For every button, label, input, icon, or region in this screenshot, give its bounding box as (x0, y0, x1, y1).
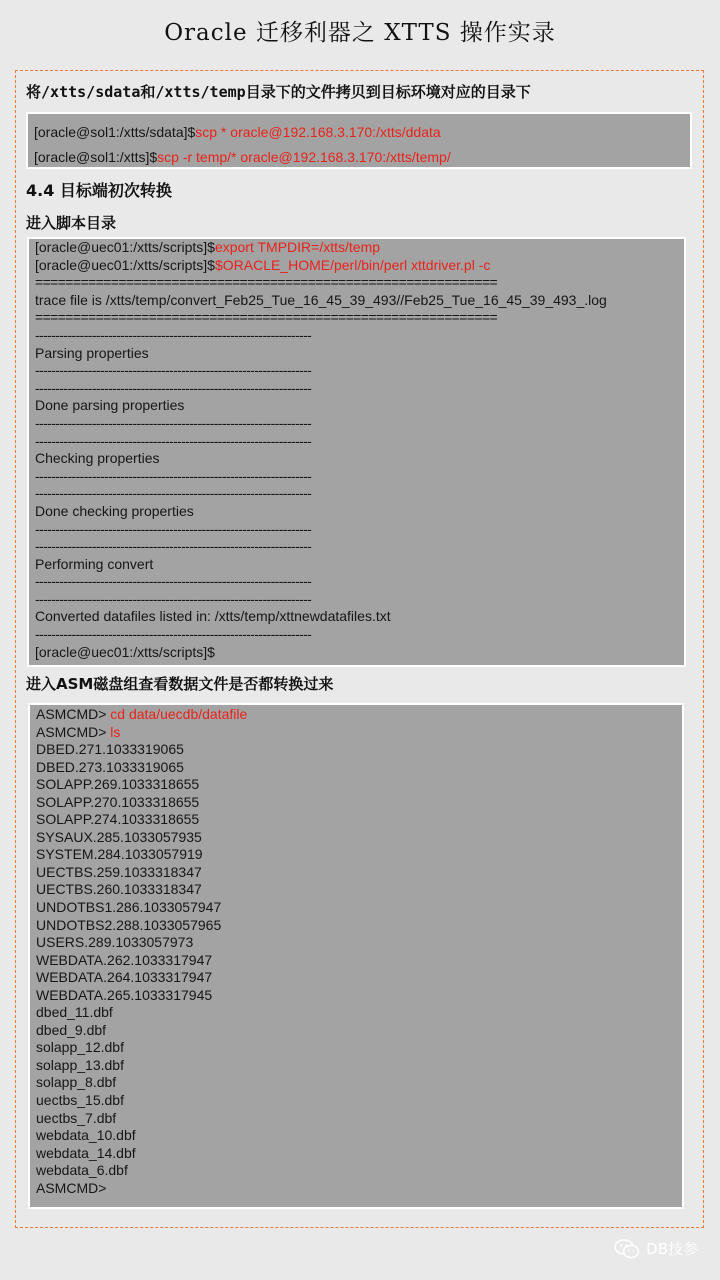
script-output-line (35, 503, 684, 521)
output-text: UECTBS.260.1033318347 (36, 881, 202, 898)
script-output-line (35, 380, 684, 398)
script-output-line (35, 450, 684, 468)
output-text: WEBDATA.264.1033317947 (36, 969, 213, 986)
script-output-line (35, 644, 684, 662)
asm-output-line (36, 1092, 682, 1110)
output-text: -------------------------------------------------------------------- (35, 379, 312, 396)
output-text: ============================================================= (35, 274, 498, 291)
script-output-line (35, 626, 684, 644)
asm-output-line (36, 899, 682, 917)
output-text: USERS.289.1033057973 (36, 934, 194, 951)
output-text: webdata_10.dbf (36, 1127, 136, 1144)
prompt-text: [oracle@uec01:/xtts/scripts]$ (35, 239, 215, 255)
asm-output-line (36, 759, 682, 777)
script-output-line (35, 274, 684, 292)
output-text: WEBDATA.265.1033317945 (36, 986, 213, 1003)
copy-commands-block (28, 114, 690, 167)
asm-output-line (36, 776, 682, 794)
script-output-line (35, 309, 684, 327)
output-text: Performing convert (35, 555, 154, 572)
output-text: solapp_8.dbf (36, 1074, 117, 1091)
script-output-line (35, 362, 684, 380)
script-output-line (35, 591, 684, 609)
section-heading: 4.4 目标端初次转换 (26, 181, 172, 200)
prompt-text: ASMCMD> (36, 706, 111, 722)
output-text: dbed_9.dbf (36, 1021, 107, 1038)
asm-output-line (36, 881, 682, 899)
output-text: Converted datafiles listed in: /xtts/temp/xttnewdatafiles.txt (35, 608, 391, 625)
prompt-text: [oracle@uec01:/xtts/scripts]$ (35, 643, 215, 660)
output-text: UNDOTBS2.288.1033057965 (36, 916, 222, 933)
asm-output-line (36, 811, 682, 829)
script-output-line (35, 485, 684, 503)
asm-output-line (36, 706, 682, 724)
asm-output-line (36, 952, 682, 970)
intro-heading (26, 81, 531, 102)
output-text: Done checking properties (35, 502, 194, 519)
command-text: $ORACLE_HOME/perl/bin/perl xttdriver.pl -c (214, 256, 491, 273)
output-text: DBED.273.1033319065 (36, 758, 184, 775)
script-output-line (35, 292, 684, 310)
asm-output-line (36, 934, 682, 952)
asm-output-line (36, 1110, 682, 1128)
output-text: -------------------------------------------------------------------- (35, 520, 312, 537)
output-text: solapp_12.dbf (36, 1039, 124, 1056)
wechat-icon (614, 1239, 640, 1259)
output-text: UECTBS.259.1033318347 (36, 863, 202, 880)
output-text: Checking properties (35, 450, 160, 467)
prompt-text: ASMCMD> (36, 723, 111, 740)
asm-output-line (36, 741, 682, 759)
intro-path-temp: /xtts/temp (155, 83, 246, 101)
output-text: uectbs_15.dbf (36, 1092, 124, 1109)
asm-output-line (36, 1074, 682, 1092)
script-output-line (35, 538, 684, 556)
copy-command-line (34, 120, 690, 145)
asm-output-block (30, 705, 682, 1207)
output-text: -------------------------------------------------------------------- (35, 362, 312, 379)
asm-output-line (36, 987, 682, 1005)
script-heading: 进入脚本目录 (26, 214, 117, 232)
intro-path-sdata: /xtts/sdata (41, 83, 141, 101)
asm-output-line (36, 1145, 682, 1163)
intro-mid: 和 (140, 83, 156, 101)
output-text: webdata_6.dbf (36, 1162, 128, 1179)
output-text: SYSAUX.285.1033057935 (36, 828, 202, 845)
intro-suffix: 目录下的文件拷贝到目标环境对应的目录下 (245, 83, 531, 101)
prompt-text: [oracle@sol1:/xtts]$ (34, 149, 158, 165)
prompt-text: [oracle@sol1:/xtts/sdata]$ (34, 124, 196, 140)
command-text: cd data/uecdb/datafile (110, 706, 248, 722)
asm-output-line (36, 969, 682, 987)
asm-output-line (36, 1180, 682, 1198)
asm-output-line (36, 794, 682, 812)
output-text: dbed_11.dbf (36, 1004, 113, 1021)
asm-output-line (36, 846, 682, 864)
asm-output-line (36, 1057, 682, 1075)
output-text: trace file is /xtts/temp/convert_Feb25_Tue_16_45_39_493//Feb25_Tue_16_45_39_493_.log (35, 291, 607, 308)
output-text: SOLAPP.269.1033318655 (36, 776, 200, 793)
output-text: -------------------------------------------------------------------- (35, 538, 312, 555)
output-text: -------------------------------------------------------------------- (35, 590, 312, 607)
page-title: Oracle 迁移利器之 XTTS 操作实录 (164, 20, 556, 46)
copy-command-line (34, 145, 690, 170)
output-text: DBED.271.1033319065 (36, 741, 184, 758)
command-text: scp * oracle@192.168.3.170:/xtts/ddata (195, 124, 441, 140)
prompt-text: [oracle@uec01:/xtts/scripts]$ (35, 256, 215, 273)
script-output-line (35, 468, 684, 486)
output-text: solapp_13.dbf (36, 1056, 124, 1073)
output-text: SOLAPP.270.1033318655 (36, 793, 200, 810)
output-text: -------------------------------------------------------------------- (35, 626, 312, 643)
asm-output-line (36, 1022, 682, 1040)
script-output-line (35, 608, 684, 626)
asm-output-line (36, 724, 682, 742)
intro-prefix: 将 (26, 83, 42, 101)
command-text: export TMPDIR=/xtts/temp (214, 239, 381, 255)
asm-output-line (36, 864, 682, 882)
output-text: uectbs_7.dbf (36, 1109, 117, 1126)
script-output-line (35, 327, 684, 345)
script-output-line (35, 521, 684, 539)
watermark (614, 1238, 698, 1259)
asm-output-line (36, 1162, 682, 1180)
script-output-line (35, 415, 684, 433)
command-text: scp -r temp/* oracle@192.168.3.170:/xtts/temp/ (157, 149, 451, 165)
output-text: SOLAPP.274.1033318655 (36, 811, 200, 828)
output-text: ============================================================= (35, 309, 498, 326)
output-text: -------------------------------------------------------------------- (35, 432, 312, 449)
prompt-text: ASMCMD> (36, 1179, 107, 1196)
script-output-line (35, 433, 684, 451)
script-output-block (29, 239, 684, 665)
output-text: Parsing properties (35, 344, 149, 361)
script-output-line (35, 573, 684, 591)
output-text: WEBDATA.262.1033317947 (36, 951, 213, 968)
output-text: -------------------------------------------------------------------- (35, 485, 312, 502)
script-output-line (35, 556, 684, 574)
output-text: -------------------------------------------------------------------- (35, 414, 312, 431)
asm-heading: 进入ASM磁盘组查看数据文件是否都转换过来 (26, 675, 334, 693)
output-text: -------------------------------------------------------------------- (35, 573, 312, 590)
script-output-line (35, 257, 684, 275)
asm-output-line (36, 917, 682, 935)
asm-output-line (36, 1004, 682, 1022)
output-text: webdata_14.dbf (36, 1144, 136, 1161)
output-text: -------------------------------------------------------------------- (35, 326, 312, 343)
output-text: SYSTEM.284.1033057919 (36, 846, 203, 863)
command-text: ls (110, 723, 121, 740)
output-text: UNDOTBS1.286.1033057947 (36, 899, 222, 916)
asm-output-line (36, 829, 682, 847)
asm-output-line (36, 1039, 682, 1057)
script-output-line (35, 239, 684, 257)
watermark-label: DB技参 (646, 1240, 698, 1258)
script-output-line (35, 345, 684, 363)
asm-output-line (36, 1127, 682, 1145)
script-output-line (35, 397, 684, 415)
output-text: Done parsing properties (35, 397, 185, 414)
output-text: -------------------------------------------------------------------- (35, 467, 312, 484)
